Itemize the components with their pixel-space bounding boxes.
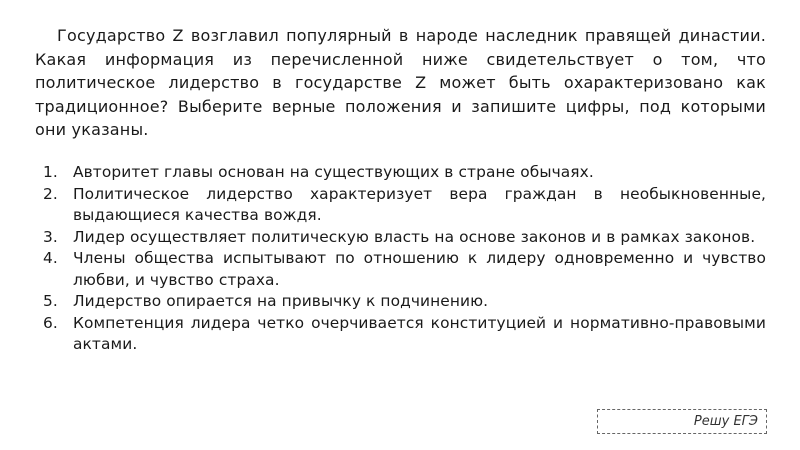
list-item — [35, 248, 766, 291]
option-text: Политическое лидерство характеризует вера граждан в необыкновенные, выдающиеся качества вождя. — [73, 184, 766, 224]
option-number: 3. — [43, 227, 58, 246]
option-text: Компетенция лидера четко очерчивается конституцией и нормативно-правовыми актами. — [73, 313, 766, 353]
question-text: Государство Z возглавил популярный в народе наследник правящей династии. Какая информация из перечисленной ниже свидетельствует о том, что политическое лидерство в государстве Z может быть охарактеризовано как традиционное? Выберите верные положения и запишите цифры, под которыми они указаны. — [35, 26, 766, 139]
option-number: 5. — [43, 292, 58, 310]
option-number: 6. — [43, 313, 58, 332]
source-label: Решу ЕГЭ — [597, 409, 767, 434]
list-item — [35, 227, 766, 249]
option-number: 1. — [43, 163, 58, 181]
answer-options-list — [35, 162, 766, 356]
option-number: 2. — [43, 184, 58, 203]
option-number: 4. — [43, 249, 58, 267]
option-text: Авторитет главы основан на существующих в стране обычаях. — [73, 163, 594, 181]
list-item — [35, 184, 766, 227]
list-item — [35, 162, 766, 184]
list-item — [35, 313, 766, 356]
option-text: Члены общества испытывают по отношению к лидеру одновременно и чувство любви, и чувство страха. — [73, 249, 766, 289]
option-text: Лидерство опирается на привычку к подчинению. — [73, 292, 489, 310]
list-item — [35, 291, 766, 313]
option-text: Лидер осуществляет политическую власть на основе законов и в рамках законов. — [73, 227, 756, 246]
